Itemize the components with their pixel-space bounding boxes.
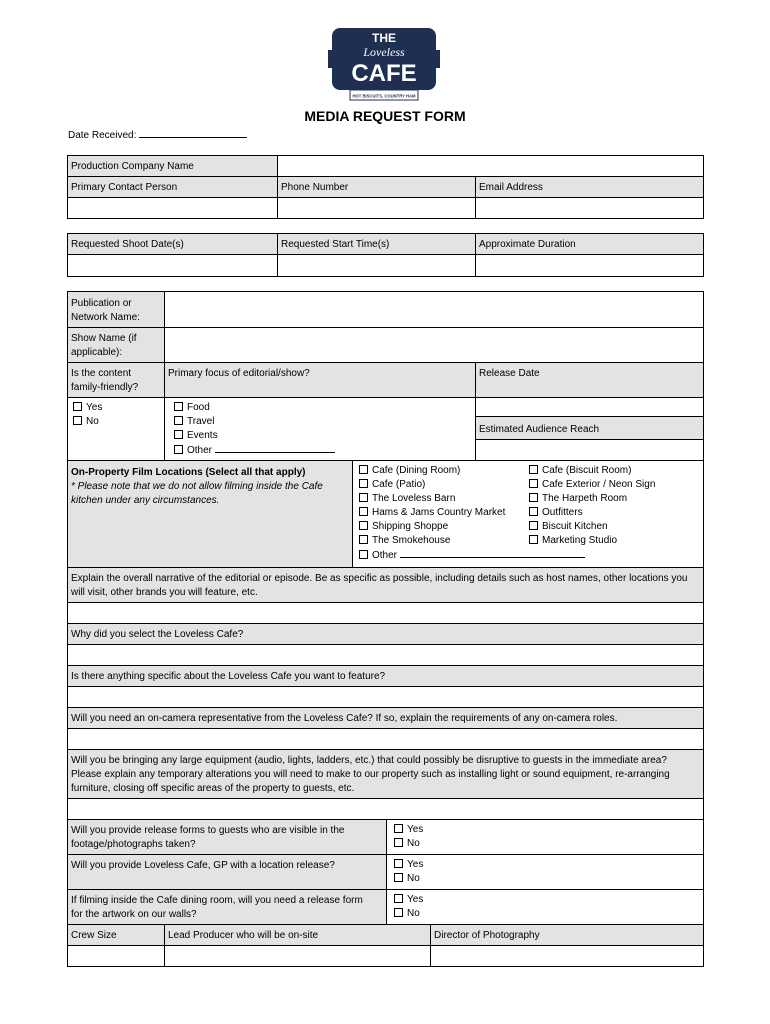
duration-label-cell (475, 233, 704, 255)
checkbox-icon[interactable] (174, 430, 183, 439)
why-question-cell (67, 623, 704, 645)
location-other-blank[interactable] (400, 548, 585, 558)
start-times-field[interactable] (277, 254, 476, 277)
shoot-dates-field[interactable] (67, 254, 278, 277)
locations-options (352, 460, 704, 568)
crew-size-field[interactable] (67, 945, 165, 967)
equipment-question-cell (67, 749, 704, 799)
director-photo-label: Director of Photography (434, 930, 540, 941)
specific-question-cell (67, 665, 704, 687)
checkbox-icon[interactable] (394, 894, 403, 903)
family-friendly-no[interactable]: No (73, 415, 99, 429)
checkbox-icon[interactable] (529, 479, 538, 488)
email-label-cell (475, 176, 704, 198)
production-company-label-cell (67, 155, 278, 177)
phone-label: Phone Number (281, 182, 349, 193)
checkbox-icon[interactable] (394, 873, 403, 882)
location-hams-jams[interactable]: Hams & Jams Country Market (359, 506, 505, 520)
primary-focus-label: Primary focus of editorial/show? (168, 368, 310, 379)
release-forms-no[interactable]: No (394, 837, 420, 851)
shoot-dates-label: Requested Shoot Date(s) (71, 239, 184, 250)
lead-producer-field[interactable] (164, 945, 431, 967)
checkbox-icon[interactable] (73, 402, 82, 411)
release-date-label-cell (475, 362, 704, 398)
checkbox-icon[interactable] (529, 465, 538, 474)
location-release-question: Will you provide Loveless Cafe, GP with a location release? (71, 860, 335, 871)
locations-note: * Please note that we do not allow filming inside the Cafe kitchen under any circumstances. (71, 481, 323, 506)
audience-reach-label: Estimated Audience Reach (479, 424, 600, 435)
locations-heading: On-Property Film Locations (Select all that apply) (71, 467, 306, 478)
primary-contact-label-cell (67, 176, 278, 198)
checkbox-icon[interactable] (529, 521, 538, 530)
checkbox-icon[interactable] (529, 493, 538, 502)
start-times-label: Requested Start Time(s) (281, 239, 390, 250)
show-name-label: Show Name (if applicable): (71, 333, 137, 358)
focus-food[interactable]: Food (174, 401, 210, 415)
shoot-dates-label-cell (67, 233, 278, 255)
location-other[interactable]: Other (359, 548, 585, 563)
logo-the-text: THE (372, 31, 396, 45)
primary-focus-label-cell (164, 362, 476, 398)
why-field[interactable] (67, 644, 704, 666)
location-marketing-studio[interactable]: Marketing Studio (529, 534, 617, 548)
checkbox-icon[interactable] (359, 493, 368, 502)
email-field[interactable] (475, 197, 704, 219)
location-cafe-dining-room[interactable]: Cafe (Dining Room) (359, 464, 460, 478)
location-loveless-barn[interactable]: The Loveless Barn (359, 492, 455, 506)
checkbox-icon[interactable] (359, 535, 368, 544)
production-company-label: Production Company Name (71, 161, 194, 172)
logo-loveless-text: Loveless (363, 45, 405, 59)
narrative-question: Explain the overall narrative of the editorial or episode. Be as specific as possible, including details such as host names, other locations you will visit, other brands you will feature, etc. (71, 573, 688, 598)
narrative-question-cell (67, 567, 704, 603)
show-name-label-cell (67, 327, 165, 363)
form-title: MEDIA REQUEST FORM (304, 108, 466, 124)
family-friendly-options (67, 397, 165, 461)
checkbox-icon[interactable] (73, 416, 82, 425)
representative-question: Will you need an on-camera representative from the Loveless Cafe? If so, explain the requirements of any on-camera roles. (71, 713, 618, 724)
director-photo-label-cell (430, 924, 704, 946)
release-forms-yes[interactable]: Yes (394, 823, 423, 837)
publication-field[interactable] (164, 291, 704, 328)
focus-travel[interactable]: Travel (174, 415, 214, 429)
artwork-release-question: If filming inside the Cafe dining room, will you need a release form for the artwork on our walls? (71, 895, 363, 920)
release-forms-options (386, 819, 704, 855)
logo-cafe-text: CAFE (351, 60, 417, 87)
checkbox-icon[interactable] (359, 521, 368, 530)
location-release-yes[interactable]: Yes (394, 858, 423, 872)
production-company-field[interactable] (277, 155, 704, 177)
duration-field[interactable] (475, 254, 704, 277)
artwork-release-question-cell (67, 889, 387, 925)
family-friendly-label: Is the content family-friendly? (71, 368, 139, 393)
date-received-label: Date Received: (68, 130, 137, 141)
checkbox-icon[interactable] (359, 507, 368, 516)
artwork-release-yes[interactable]: Yes (394, 893, 423, 907)
family-friendly-label-cell (67, 362, 165, 398)
focus-other-blank[interactable] (215, 443, 335, 453)
narrative-field[interactable] (67, 602, 704, 624)
lead-producer-label: Lead Producer who will be on-site (168, 930, 319, 941)
start-times-label-cell (277, 233, 476, 255)
publication-label-cell (67, 291, 165, 328)
primary-focus-options (164, 397, 476, 461)
audience-reach-field[interactable] (475, 439, 704, 461)
date-received-field[interactable] (139, 128, 247, 138)
crew-size-label-cell (67, 924, 165, 946)
checkbox-icon[interactable] (394, 859, 403, 868)
checkbox-icon[interactable] (394, 838, 403, 847)
checkbox-icon[interactable] (359, 550, 368, 559)
focus-other[interactable]: Other (174, 443, 335, 458)
checkbox-icon[interactable] (174, 402, 183, 411)
primary-contact-label: Primary Contact Person (71, 182, 178, 193)
phone-label-cell (277, 176, 476, 198)
checkbox-icon[interactable] (394, 824, 403, 833)
duration-label: Approximate Duration (479, 239, 576, 250)
release-date-label: Release Date (479, 368, 540, 379)
date-received (68, 128, 247, 141)
location-release-no[interactable]: No (394, 872, 420, 886)
location-shipping-shoppe[interactable]: Shipping Shoppe (359, 520, 448, 534)
release-forms-question: Will you provide release forms to guests who are visible in the footage/photographs taken? (71, 825, 345, 850)
release-date-field[interactable] (475, 397, 704, 417)
checkbox-icon[interactable] (174, 416, 183, 425)
logo-tagline: HOT BISCUITS, COUNTRY HAM (352, 93, 416, 99)
email-label: Email Address (479, 182, 543, 193)
location-cafe-exterior[interactable]: Cafe Exterior / Neon Sign (529, 478, 655, 492)
checkbox-icon[interactable] (529, 535, 538, 544)
artwork-release-no[interactable]: No (394, 907, 420, 921)
audience-reach-label-cell (475, 416, 704, 440)
location-smokehouse[interactable]: The Smokehouse (359, 534, 450, 548)
phone-field[interactable] (277, 197, 476, 219)
show-name-field[interactable] (164, 327, 704, 363)
location-outfitters[interactable]: Outfitters (529, 506, 583, 520)
representative-question-cell (67, 707, 704, 729)
specific-question: Is there anything specific about the Loveless Cafe you want to feature? (71, 671, 386, 682)
equipment-question: Will you be bringing any large equipment (audio, lights, ladders, etc.) that could possibly be disruptive to guests in the immediate area? Please explain any temporary alterations you will need to make to our property such as installing light or sound equipment, re-arranging furniture, closing off specific areas of the property to guests, etc. (71, 755, 670, 794)
location-release-question-cell (67, 854, 387, 890)
release-forms-question-cell (67, 819, 387, 855)
location-cafe-patio[interactable]: Cafe (Patio) (359, 478, 425, 492)
location-cafe-biscuit-room[interactable]: Cafe (Biscuit Room) (529, 464, 631, 478)
checkbox-icon[interactable] (359, 479, 368, 488)
representative-field[interactable] (67, 728, 704, 750)
checkbox-icon[interactable] (394, 908, 403, 917)
location-harpeth-room[interactable]: The Harpeth Room (529, 492, 627, 506)
equipment-field[interactable] (67, 798, 704, 820)
crew-size-label: Crew Size (71, 930, 117, 941)
location-biscuit-kitchen[interactable]: Biscuit Kitchen (529, 520, 608, 534)
why-question: Why did you select the Loveless Cafe? (71, 629, 244, 640)
location-release-options (386, 854, 704, 890)
locations-label-cell (67, 460, 353, 568)
checkbox-icon[interactable] (359, 465, 368, 474)
primary-contact-field[interactable] (67, 197, 278, 219)
specific-field[interactable] (67, 686, 704, 708)
checkbox-icon[interactable] (174, 445, 183, 454)
lead-producer-label-cell (164, 924, 431, 946)
artwork-release-options (386, 889, 704, 925)
loveless-cafe-logo (328, 24, 440, 104)
director-photo-field[interactable] (430, 945, 704, 967)
focus-events[interactable]: Events (174, 429, 218, 443)
family-friendly-yes[interactable]: Yes (73, 401, 102, 415)
publication-label: Publication or Network Name: (71, 298, 140, 323)
checkbox-icon[interactable] (529, 507, 538, 516)
